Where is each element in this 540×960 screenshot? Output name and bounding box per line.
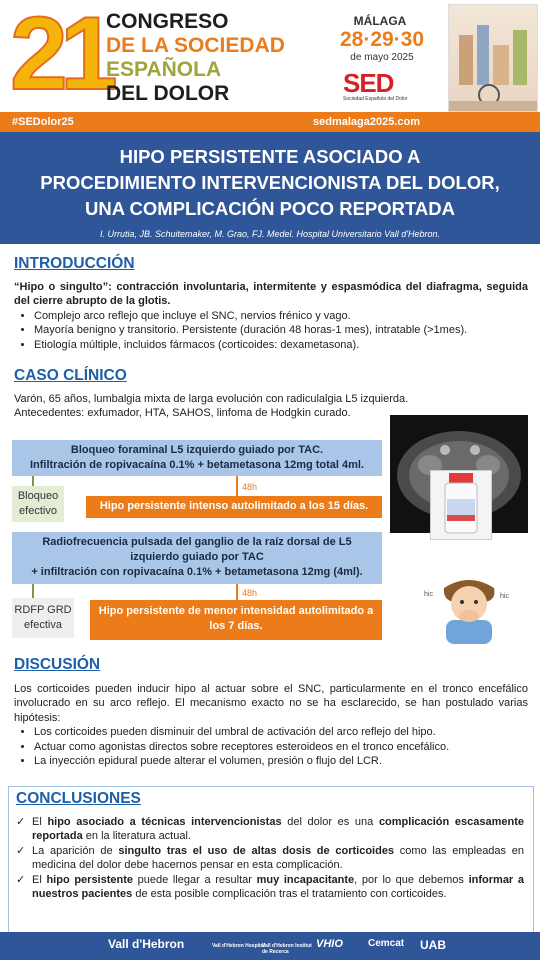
procedure-1-box: [12, 440, 382, 476]
hiccup-boy-illustration: [414, 576, 524, 644]
intro-heading: INTRODUCCIÓN: [14, 255, 135, 272]
conclusion-item: ✓ El hipo asociado a técnicas intervencionistas del dolor es una complicación escasamente reportada en la literatura actual.: [32, 815, 524, 844]
delay-2-label: 48h: [242, 588, 258, 598]
intro-lead: “Hipo o singulto”: contracción involuntaria, intermitente y espasmódica del diafragma, seguida del cierre abrupto de la glotis.: [14, 281, 528, 308]
uab-logo: UAB: [420, 938, 446, 952]
congress-line-3: ESPAÑOLA: [106, 58, 222, 81]
intro-bullet: • Complejo arco reflejo que incluye el SNC, nervios frénico y vago.: [34, 309, 528, 323]
conclusions-heading: CONCLUSIONES: [16, 790, 141, 807]
discussion-heading: DISCUSIÓN: [14, 656, 101, 673]
intro-bullet: • Etiología múltiple, incluidos fármacos (corticoides: dexametasona).: [34, 338, 528, 352]
case-heading: CASO CLÍNICO: [14, 367, 127, 384]
title-line-3: UNA COMPLICACIÓN POCO REPORTADA: [85, 198, 455, 219]
congress-line-2: DE LA SOCIEDAD: [106, 34, 285, 57]
arrow-down-icon: [32, 584, 34, 598]
svg-text:hic: hic: [424, 591, 433, 598]
procedure-2-line-b: izquierdo guiado por TAC: [130, 551, 264, 563]
sed-logo: [343, 70, 433, 102]
website-link[interactable]: sedmalaga2025.com: [312, 116, 420, 128]
result-2-box: Hipo persistente de menor intensidad autolimitado a los 7 días.: [90, 600, 382, 640]
procedure-2-line-a: Radiofrecuencia pulsada del ganglio de la raíz dorsal de L5: [42, 536, 352, 548]
malaga-illustration: [448, 4, 538, 112]
sed-logo-text: SED: [343, 68, 394, 98]
title-line-2: PROCEDIMIENTO INTERVENCIONISTA DEL DOLOR,: [40, 172, 500, 193]
discussion-paragraph: Los corticoides pueden inducir hipo al actuar sobre el SNC, particularmente en el tronco encefálico involucrado en su arco reflejo. El mecanismo exacto no se ha esclarecido, se han postulado varias hipótesis:: [14, 683, 528, 724]
congress-dates: 28·29·30: [339, 28, 425, 51]
case-text: [14, 392, 409, 421]
procedure-2-line-c: + infiltración con ropivacaína 0.1% + betametasona 12mg (4ml).: [31, 566, 363, 578]
congress-line-1: CONGRESO: [106, 10, 229, 33]
procedure-2-box: [12, 532, 382, 584]
congress-name: [106, 10, 285, 106]
discussion-bullet: • Actuar como agonistas directos sobre receptores esteroideos en el tronco encefálico.: [34, 740, 528, 754]
discussion-bullet: • La inyección epidural puede alterar el volumen, presión o flujo del LCR.: [34, 754, 528, 768]
vhio-logo: VHIO: [316, 938, 343, 950]
discussion-section: [14, 682, 528, 768]
congress-city: MÁLAGA: [353, 14, 407, 28]
vh-research-logo: Vall d'Hebron Institut de Recerca: [262, 943, 312, 955]
sed-logo-subtitle: Sociedad Española del Dolor: [343, 96, 408, 102]
intro-bullet: • Mayoría benigno y transitorio. Persistente (duración 48 horas-1 mes), intratable (>1mes).: [34, 323, 528, 337]
effect-2-box: RDFP GRD efectiva: [12, 598, 74, 638]
cemcat-logo: Cemcat: [368, 938, 405, 949]
conclusion-item: ✓ El hipo persistente puede llegar a resultar muy incapacitante, por lo que debemos informar a nuestros pacientes de esta posible complicación tras el tratamiento con corticoides.: [32, 873, 524, 902]
institution-footer: [0, 932, 540, 960]
discussion-bullet: • Los corticoides pueden disminuir del umbral de activación del arco reflejo del hipo.: [34, 725, 528, 739]
congress-month: de mayo 2025: [350, 52, 414, 63]
result-1-box: Hipo persistente intenso autolimitado a los 15 días.: [86, 496, 382, 518]
arrow-down-icon: [236, 476, 238, 496]
conclusions-section: [16, 815, 524, 901]
conclusion-item: ✓ La aparición de singulto tras el uso de altas dosis de corticoides como las empleadas en medicina del dolor debe hacernos pensar en esta complicación.: [32, 844, 524, 873]
procedure-1-line-b: Infiltración de ropivacaína 0.1% + betametasona 12mg total 4ml.: [29, 459, 365, 471]
case-line-1: Varón, 65 años, lumbalgia mixta de larga evolución con radiculalgia L5 izquierda.: [14, 393, 409, 405]
procedure-1-line-a: Bloqueo foraminal L5 izquierdo guiado por TAC.: [70, 444, 324, 456]
arrow-down-icon: [236, 584, 238, 600]
title-line-1: HIPO PERSISTENTE ASOCIADO A: [119, 146, 421, 167]
medication-vial-image: [430, 470, 492, 540]
hashtag: #SEDolor25: [12, 116, 74, 128]
congress-header: [0, 0, 540, 112]
hashtag-bar: [0, 112, 540, 132]
congress-number: 21: [10, 0, 110, 112]
vh-hospital-logo: Vall d'Hebron Hospital: [212, 943, 265, 949]
effect-1-box: Bloqueo efectivo: [12, 486, 64, 522]
congress-line-4: DEL DOLOR: [106, 82, 230, 105]
delay-1-label: 48h: [242, 482, 258, 492]
intro-section: [14, 280, 528, 352]
arrow-down-icon: [32, 476, 34, 486]
vall-hebron-logo: Vall d'Hebron: [108, 937, 185, 951]
poster-title: [10, 144, 530, 222]
authors: I. Urrutia, JB. Schuitemaker, M. Grao, FJ. Medel. Hospital Universitario Vall d'Hebron.: [99, 229, 440, 239]
svg-text:hic: hic: [500, 593, 509, 600]
case-line-2: Antecedentes: exfumador, HTA, SAHOS, linfoma de Hodgkin curado.: [14, 407, 351, 420]
